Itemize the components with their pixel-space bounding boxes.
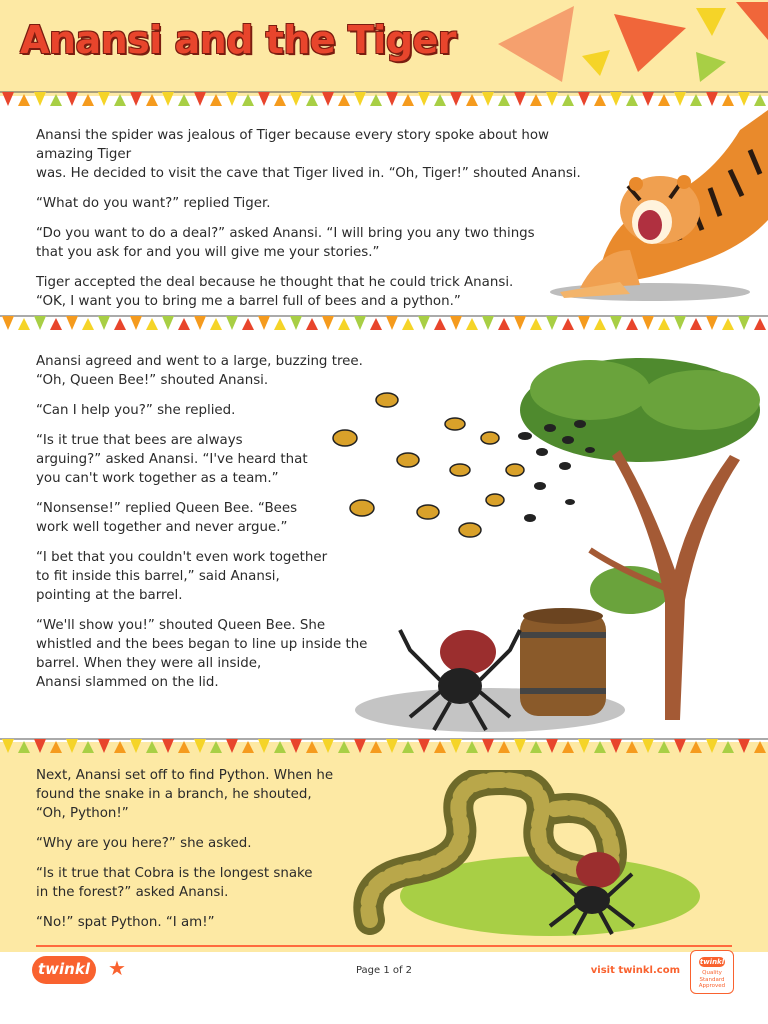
bunting-flag <box>146 94 158 106</box>
bunting-flag <box>162 739 174 753</box>
bunting-flag <box>658 318 670 330</box>
bunting-flag <box>274 741 286 753</box>
bunting-flag <box>306 94 318 106</box>
paragraph: “What do you want?” replied Tiger. <box>36 196 271 211</box>
bunting-flag <box>706 739 718 753</box>
paragraph: “Why are you here?” she asked. <box>36 836 252 851</box>
star-icon: ★ <box>108 956 126 980</box>
bunting-flag <box>242 741 254 753</box>
bunting-flag <box>322 92 334 106</box>
bunting-flag <box>466 741 478 753</box>
paragraph: “Is it true that bees are always arguing?” asked Anansi. “I've heard that you can't work together as a team.” <box>36 433 308 486</box>
bunting-flag <box>658 741 670 753</box>
bunting-flag <box>450 92 462 106</box>
paragraph: Anansi the spider was jealous of Tiger because every story spoke about how amazing Tiger was. He decided to visit the cave that Tiger lived in. “Oh, Tiger!” shouted Anansi. <box>36 128 581 181</box>
bunting-flag <box>386 92 398 106</box>
bunting-flag <box>482 92 494 106</box>
bunting-flag <box>626 318 638 330</box>
footer-divider <box>36 945 732 947</box>
bunting-flag <box>210 94 222 106</box>
bunting-flag <box>626 741 638 753</box>
bunting-flag <box>370 94 382 106</box>
bunting-flag <box>450 739 462 753</box>
bunting-flag <box>754 741 766 753</box>
paragraph: “Is it true that Cobra is the longest snake in the forest?” asked Anansi. <box>36 866 313 900</box>
bunting-flag <box>690 318 702 330</box>
bunting-flag <box>674 739 686 753</box>
paragraph: Anansi agreed and went to a large, buzzing tree. “Oh, Queen Bee!” shouted Anansi. <box>36 354 363 388</box>
bunting-flag <box>498 94 510 106</box>
bunting-flag <box>82 94 94 106</box>
bunting-flag <box>226 92 238 106</box>
bunting-flag <box>370 741 382 753</box>
bunting-flag <box>2 92 14 106</box>
paragraph: Next, Anansi set off to find Python. When he found the snake in a branch, he shouted, “Oh, Python!” <box>36 768 334 821</box>
bunting-flag <box>338 741 350 753</box>
bunting-flag <box>50 741 62 753</box>
bunting-flag <box>530 741 542 753</box>
bunting-flag <box>98 92 110 106</box>
bunting-flag <box>418 739 430 753</box>
bunting-flag <box>642 316 654 330</box>
bunting-flag <box>130 739 142 753</box>
header-triangles <box>490 0 768 96</box>
bunting-flag <box>34 92 46 106</box>
python-illustration <box>350 770 710 940</box>
bunting-flag <box>146 741 158 753</box>
bunting-flag <box>258 739 270 753</box>
bunting-flag <box>354 92 366 106</box>
bunting-flag <box>674 316 686 330</box>
bunting-flag <box>98 739 110 753</box>
bunting-flag <box>338 94 350 106</box>
bunting-flag <box>66 92 78 106</box>
bunting-flag <box>290 92 302 106</box>
story-section-tiger <box>36 126 596 322</box>
bunting-flag <box>514 739 526 753</box>
bunting-flag <box>18 318 30 330</box>
bunting-flag <box>594 741 606 753</box>
bunting-flag <box>642 739 654 753</box>
bunting-flag <box>258 92 270 106</box>
bunting-flag <box>754 318 766 330</box>
bunting-flag <box>466 94 478 106</box>
bunting-flag <box>2 739 14 753</box>
bunting-flag <box>178 741 190 753</box>
bunting-flag <box>418 92 430 106</box>
bunting-flag <box>722 741 734 753</box>
page-number: Page 1 of 2 <box>355 965 413 976</box>
bunting-flag <box>2 316 14 330</box>
bunting-flag <box>66 739 78 753</box>
bunting-divider <box>0 733 768 763</box>
bunting-flag <box>50 94 62 106</box>
paragraph: “Can I help you?” she replied. <box>36 403 236 418</box>
bunting-flag <box>354 739 366 753</box>
paragraph: “We'll show you!” shouted Queen Bee. She whistled and the bees began to line up inside the barrel. When they were all inside, Anansi slammed on the lid. <box>36 618 368 690</box>
paragraph: “I bet that you couldn't even work together to fit inside this barrel,” said Anansi, pointing at the barrel. <box>36 550 328 603</box>
bunting-flag <box>162 92 174 106</box>
page-title: Anansi and the Tiger <box>20 18 457 62</box>
bunting-flag <box>114 94 126 106</box>
bunting-flag <box>610 739 622 753</box>
bunting-flag <box>306 741 318 753</box>
bunting-flag <box>562 741 574 753</box>
bunting-flag <box>194 739 206 753</box>
bunting-flag <box>242 94 254 106</box>
paragraph: “Nonsense!” replied Queen Bee. “Bees work well together and never argue.” <box>36 501 298 535</box>
bunting-flag <box>194 92 206 106</box>
bunting-flag <box>434 94 446 106</box>
bunting-flag <box>402 741 414 753</box>
bunting-flag <box>578 739 590 753</box>
bunting-flag <box>82 741 94 753</box>
bunting-flag <box>290 739 302 753</box>
bunting-flag <box>610 316 622 330</box>
bunting-flag <box>434 741 446 753</box>
paragraph: Tiger accepted the deal because he thought that he could trick Anansi. “OK, I want you to bring me a barrel full of bees and a python.” <box>36 275 514 309</box>
bunting-flag <box>498 741 510 753</box>
bunting-flag <box>690 741 702 753</box>
bunting-flag <box>274 94 286 106</box>
quality-badge <box>690 950 734 994</box>
paragraph: “No!” spat Python. “I am!” <box>36 915 215 930</box>
bunting-flag <box>114 741 126 753</box>
bunting-flag <box>18 741 30 753</box>
visit-link[interactable]: visit twinkl.com <box>590 965 680 976</box>
badge-logo: twinkl <box>699 958 725 966</box>
bunting-flag <box>130 92 142 106</box>
tiger-illustration <box>540 100 768 305</box>
bunting-flag <box>34 739 46 753</box>
twinkl-logo[interactable]: twinkl <box>32 956 96 984</box>
bunting-flag <box>210 741 222 753</box>
story-section-python <box>36 766 356 943</box>
bunting-flag <box>706 316 718 330</box>
bunting-flag <box>546 739 558 753</box>
bunting-flag <box>386 739 398 753</box>
bunting-flag <box>738 316 750 330</box>
bunting-flag <box>722 318 734 330</box>
bunting-flag <box>514 92 526 106</box>
bunting-flag <box>738 739 750 753</box>
bunting-flag <box>18 94 30 106</box>
bunting-flag <box>402 94 414 106</box>
badge-text: Quality Standard Approved <box>698 970 726 989</box>
paragraph: “Do you want to do a deal?” asked Anansi. “I will bring you any two things that you ask for and you will give me your stories.” <box>36 226 535 260</box>
bunting-flag <box>178 94 190 106</box>
bunting-flag <box>226 739 238 753</box>
bunting-flag <box>482 739 494 753</box>
tree-bees-barrel-illustration <box>320 340 768 735</box>
bunting-flag <box>322 739 334 753</box>
